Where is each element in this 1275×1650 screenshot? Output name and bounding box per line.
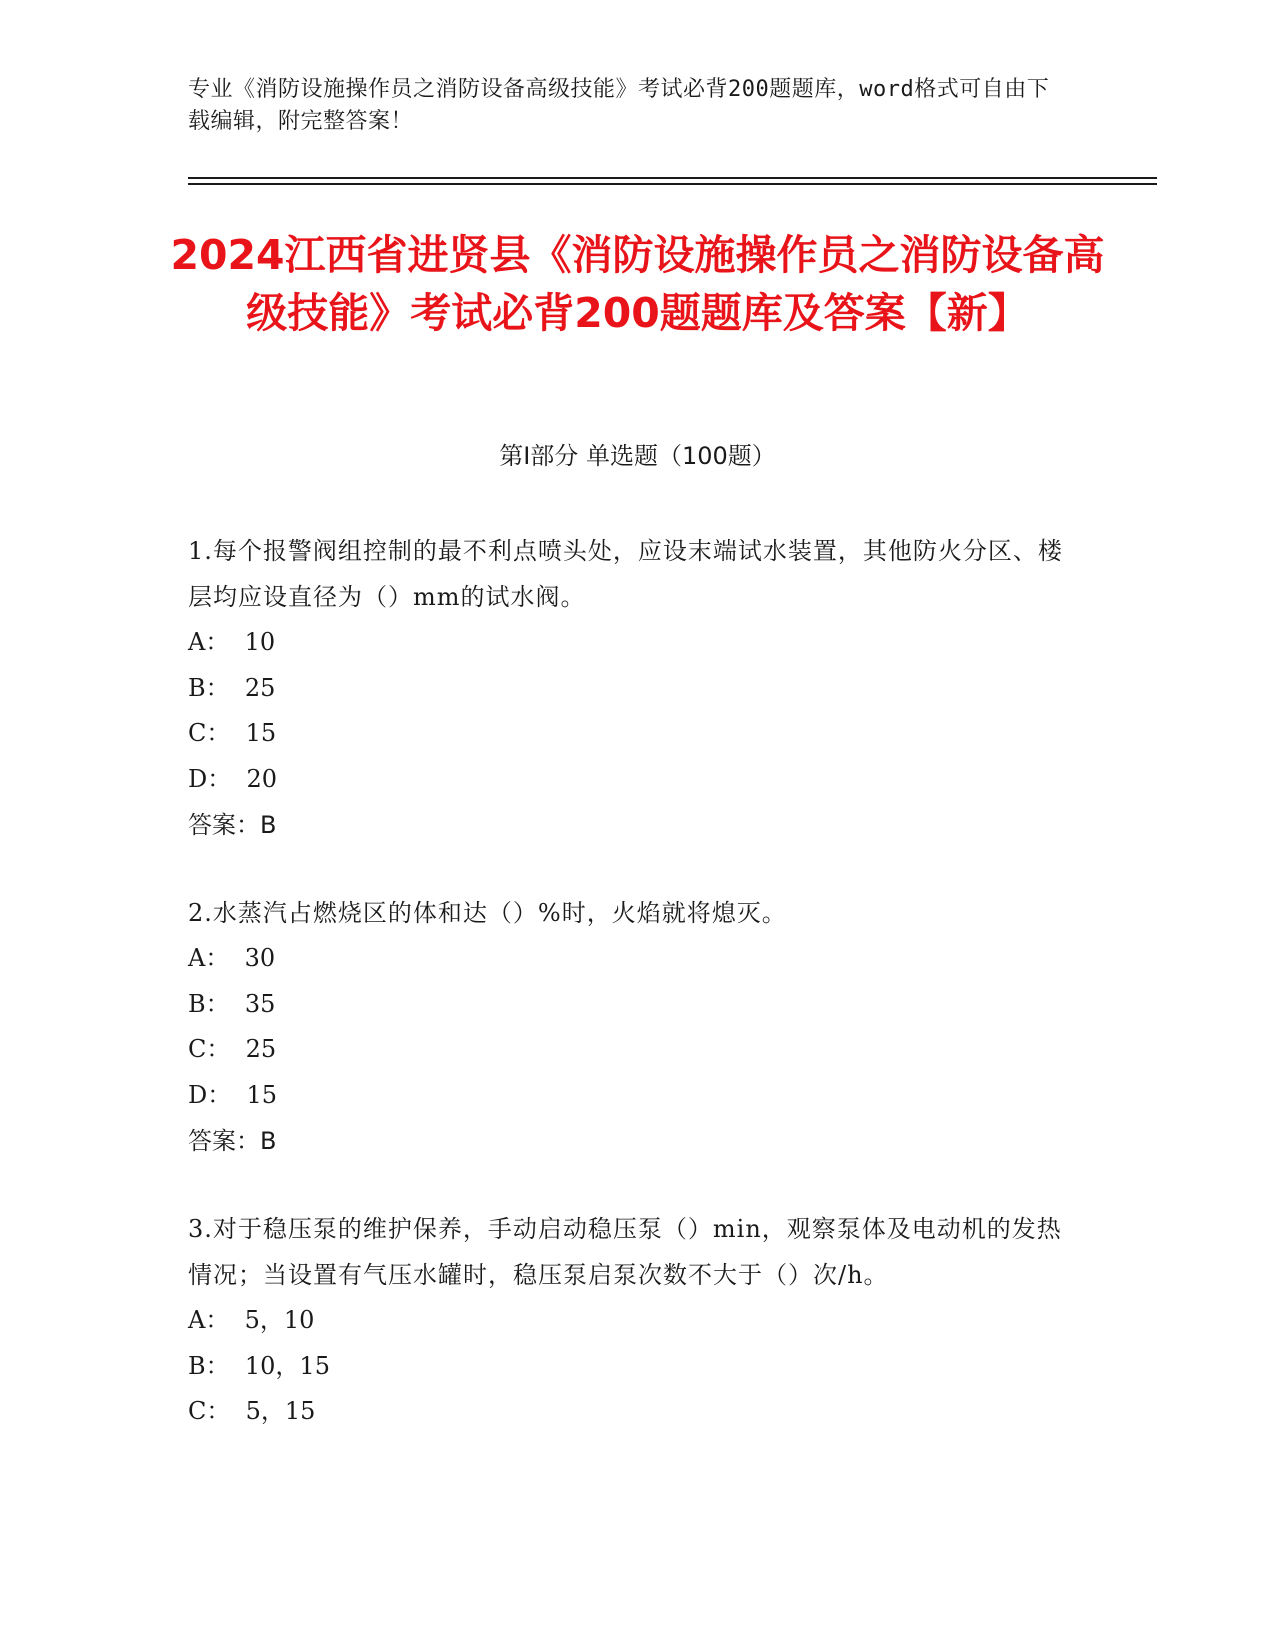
- option-d: D： 15: [188, 1080, 278, 1109]
- option-a: A： 10: [188, 628, 276, 656]
- question-1: [188, 528, 1068, 848]
- option-a: A： 5，10: [188, 1306, 315, 1334]
- option-c: C： 15: [188, 719, 277, 747]
- option-a: A： 30: [188, 944, 276, 972]
- answer-line: 答案：B: [188, 1127, 277, 1155]
- option-c: C： 25: [188, 1035, 277, 1063]
- option-b: B： 25: [188, 673, 276, 702]
- question-list: [188, 528, 1068, 1477]
- option-b: B： 35: [188, 989, 276, 1018]
- question-stem: 3.对于稳压泵的维护保养，手动启动稳压泵（）min，观察泵体及电动机的发热情况；当设置有气压水罐时，稳压泵启泵次数不大于（）次/h。: [188, 1215, 1062, 1289]
- option-b: B： 10，15: [188, 1351, 330, 1380]
- header-divider-bottom: [188, 183, 1157, 185]
- document-title: 2024江西省进贤县《消防设施操作员之消防设备高级技能》考试必背200题题库及答案【新】: [170, 231, 1105, 337]
- section-heading: 第I部分 单选题（100题）: [499, 442, 776, 470]
- question-2: [188, 890, 1068, 1164]
- header-note: 专业《消防设施操作员之消防设备高级技能》考试必背200题题库，word格式可自由下载编辑，附完整答案！: [188, 77, 1050, 134]
- question-stem: 1.每个报警阀组控制的最不利点喷头处，应设末端试水装置，其他防火分区、楼层均应设直径为（）mm的试水阀。: [188, 537, 1063, 611]
- answer-line: 答案：B: [188, 811, 277, 839]
- header-divider-top: [188, 177, 1157, 179]
- option-c: C： 5，15: [188, 1397, 316, 1425]
- option-d: D： 20: [188, 764, 278, 793]
- question-3: [188, 1206, 1068, 1435]
- question-stem: 2.水蒸汽占燃烧区的体和达（）%时，火焰就将熄灭。: [188, 899, 787, 927]
